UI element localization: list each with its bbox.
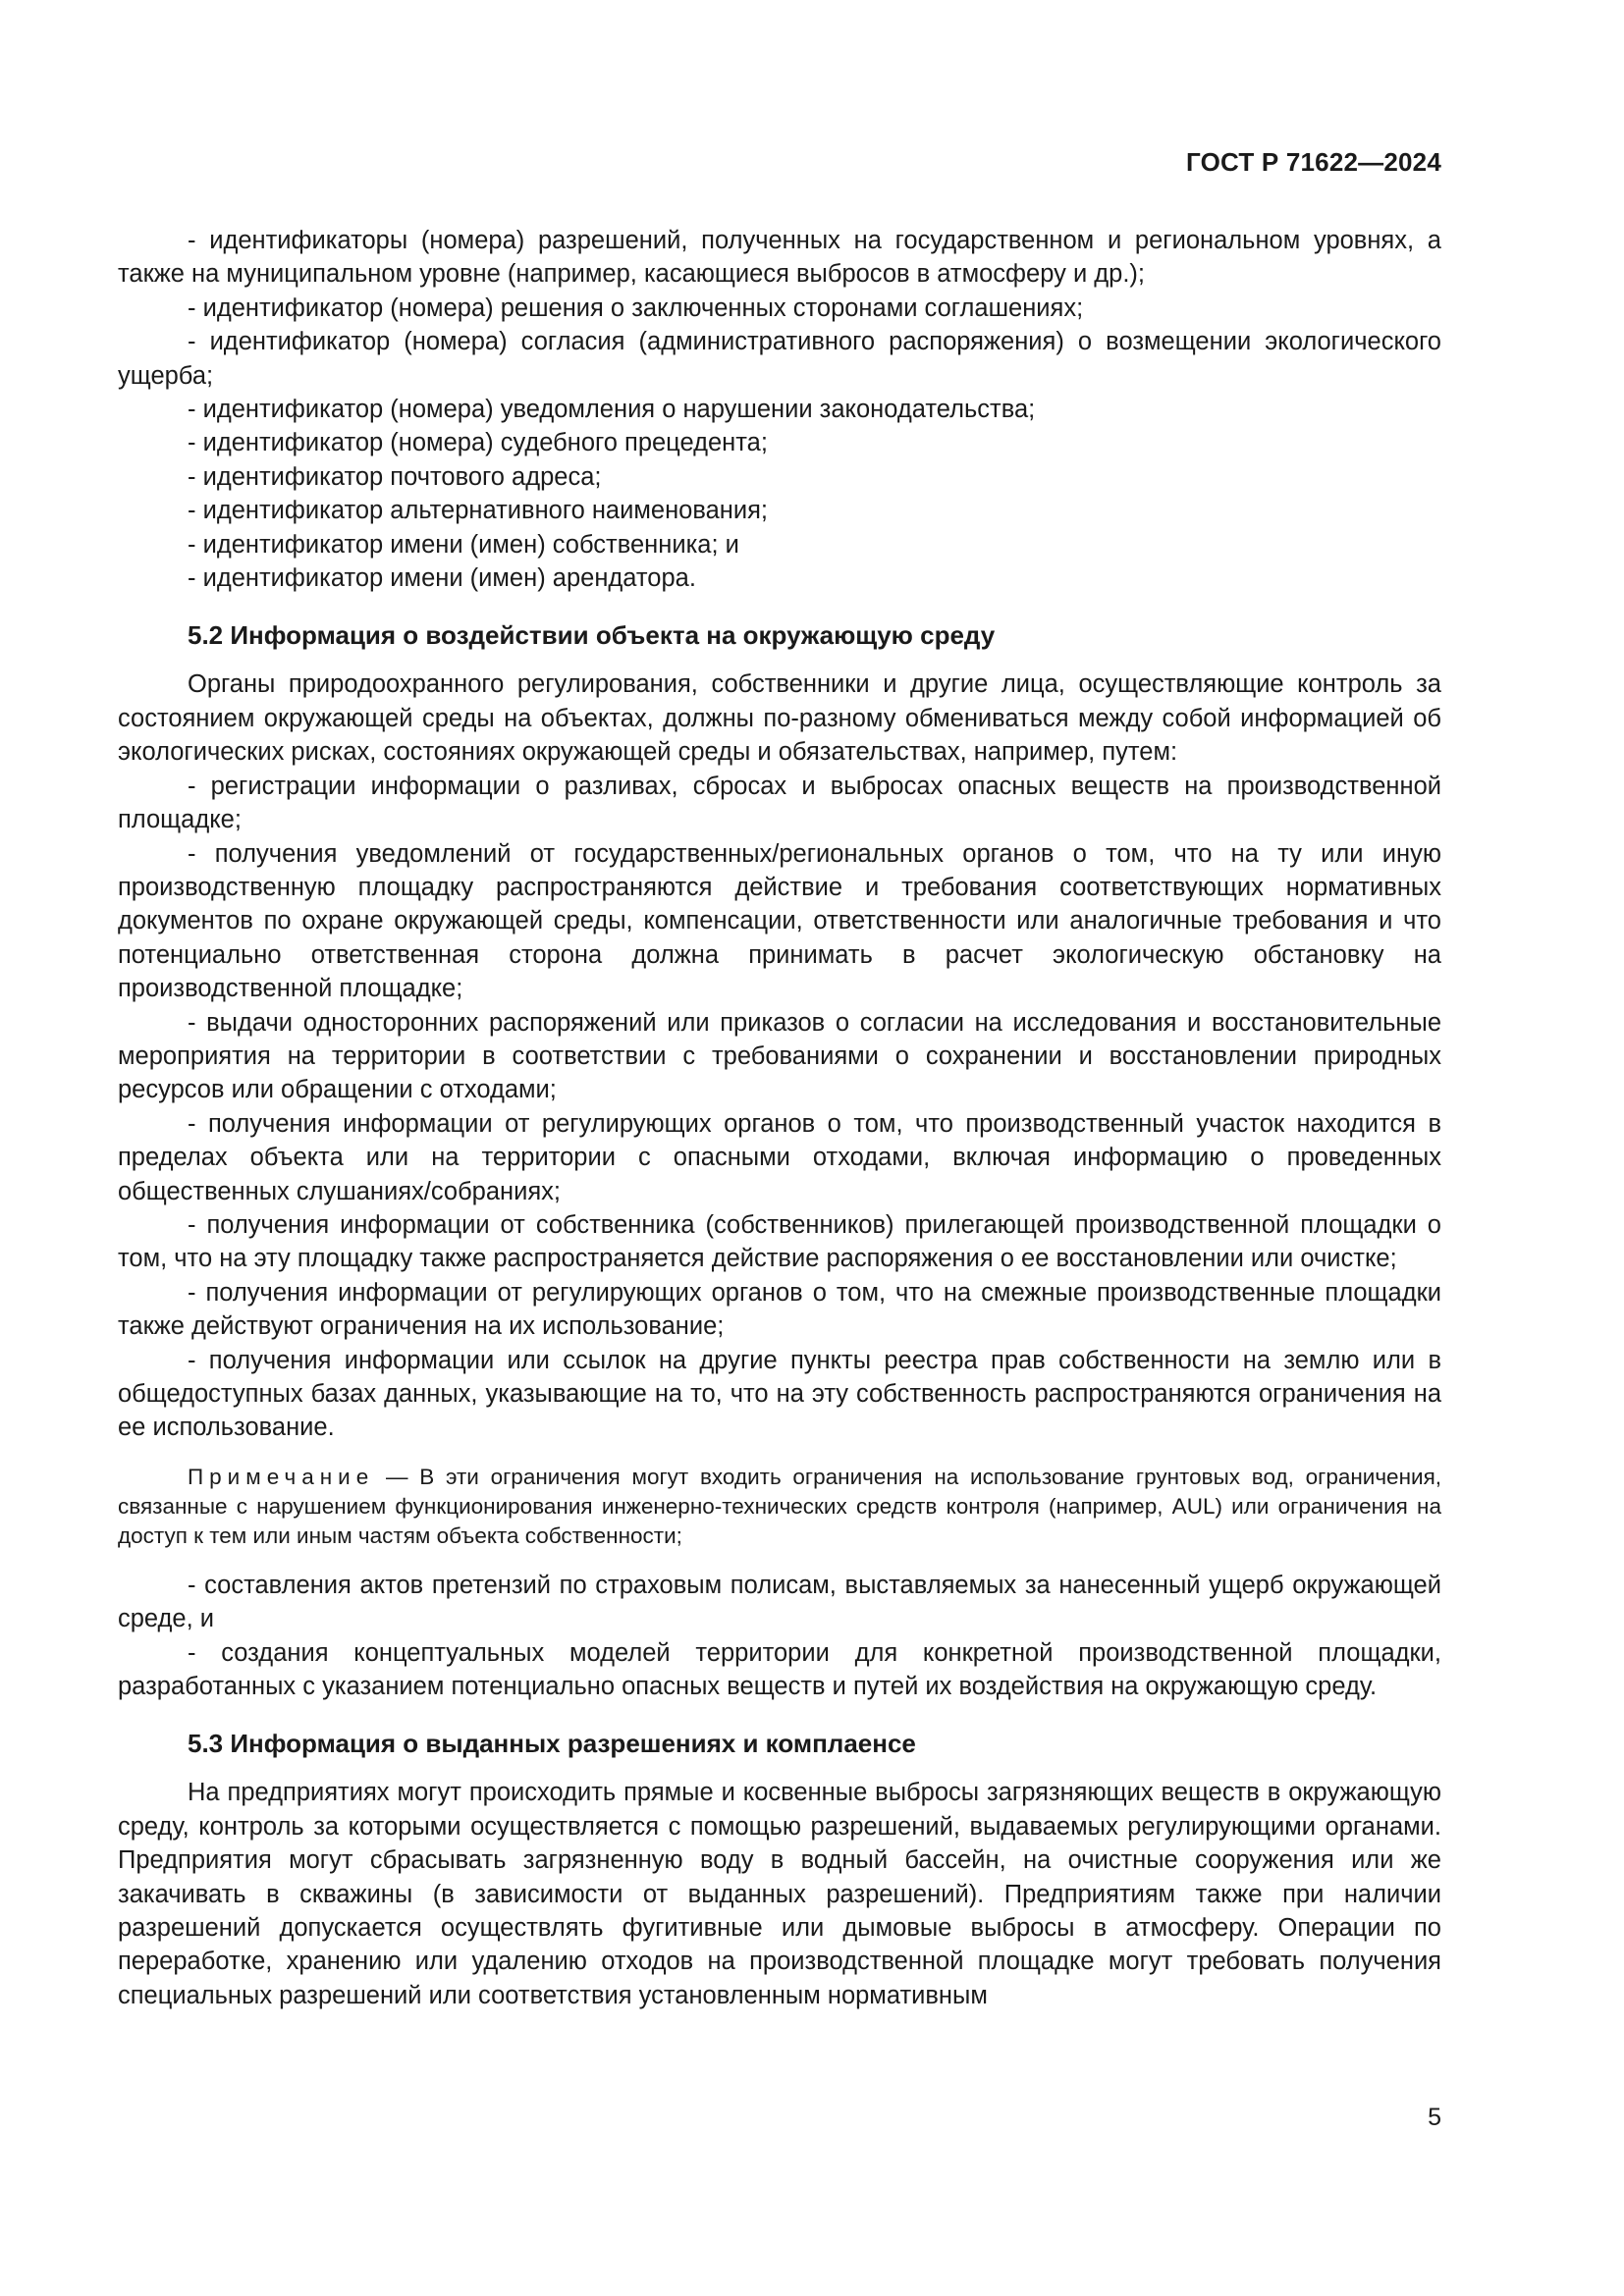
list-item: - идентификатор имени (имен) собственника; и — [188, 530, 739, 559]
list-item: - идентификатор (номера) согласия (административного распоряжения) о возмещении экологического ущерба; — [118, 328, 1441, 390]
list-item: - составления актов претензий по страховым полисам, выставляемых за нанесенный ущерб окружающей среде, и — [118, 1571, 1441, 1633]
list-item: - получения информации от регулирующих органов о том, что производственный участок находится в пределах объекта или на территории с опасными отходами, включая информацию о проведенных общественных слушаниях/собраниях; — [118, 1109, 1441, 1205]
section-intro: Органы природоохранного регулирования, собственники и другие лица, осуществляющие контроль за состоянием окружающей среды на объектах, должны по-разному обмениваться между собой информацией об экологических рисках, состояниях окружающей среды и обязательствах, например, путем: — [118, 670, 1441, 767]
list-item: - выдачи односторонних распоряжений или приказов о согласии на исследования и восстановительные мероприятия на территории в соответствии с требованиями о сохранении и восстановлении природных ресурсов или обращении с отходами; — [118, 1008, 1441, 1104]
document-designation: ГОСТ Р 71622—2024 — [1186, 147, 1441, 177]
list-item: - получения уведомлений от государственных/региональных органов о том, что на ту или иную производственную площадку распространяются действие и требования соответствующих нормативных документов по охране окружающей среды, компенсации, ответственности или аналогичные требования и что потенциально ответственная сторона должна принимать в расчет экологическую обстановку на производственной площадке; — [118, 839, 1441, 1003]
list-item: - получения информации от собственника (собственников) прилегающей производственной площадки о том, что на эту площадку также распространяется действие распоряжения о ее восстановлении или очистке; — [118, 1210, 1441, 1273]
section-heading-5-2: 5.2 Информация о воздействии объекта на окружающую среду — [188, 620, 996, 651]
section-paragraph: На предприятиях могут происходить прямые и косвенные выбросы загрязняющих веществ в окружающую среду, контроль за которыми осуществляется с помощью разрешений, выдаваемых регулирующими органами. Предприятия могут сбрасывать загрязненную воду в водный бассейн, на очистные сооружения или же закачивать в скважины (в зависимости от выданных разрешений). Предприятиям также при наличии разрешений допускается осуществлять фугитивные или дымовые выбросы в атмосферу. Операции по переработке, хранению или удалению отходов на производственной площадке могут требовать получения специальных разрешений или соответствия установленным нормативным — [118, 1779, 1441, 2009]
note — [118, 1463, 1441, 1551]
list-item: - регистрации информации о разливах, сбросах и выбросах опасных веществ на производственной площадке; — [118, 772, 1441, 834]
list-item: - идентификатор альтернативного наименования; — [188, 497, 768, 525]
list-item: - идентификаторы (номера) разрешений, полученных на государственном и региональном уровнях, а также на муниципальном уровне (например, касающиеся выбросов в атмосферу и др.); — [118, 227, 1441, 289]
list-item: - получения информации от регулирующих органов о том, что на смежные производственные площадки также действуют ограничения на их использование; — [118, 1278, 1441, 1341]
list-item: - идентификатор (номера) судебного прецедента; — [188, 429, 768, 457]
list-item: - создания концептуальных моделей территории для конкретной производственной площадки, разработанных с указанием потенциально опасных веществ и путей их воздействия на окружающую среду. — [118, 1638, 1441, 1701]
page-number: 5 — [1428, 2104, 1441, 2131]
note-text: — В эти ограничения могут входить ограничения на использование грунтовых вод, ограничения, связанные с нарушением функционирования инженерно-технических средств контроля (например, AUL) или ограничения на доступ к тем или иным частям объекта собственности; — [118, 1464, 1441, 1548]
list-item: - идентификатор (номера) решения о заключенных сторонами соглашениях; — [188, 294, 1084, 322]
note-label: Примечание — [188, 1464, 375, 1489]
list-item: - идентификатор имени (имен) арендатора. — [188, 564, 696, 593]
list-item: - получения информации или ссылок на другие пункты реестра прав собственности на землю или в общедоступных базах данных, указывающие на то, что на эту собственность распространяются ограничения на ее использование. — [118, 1346, 1441, 1442]
section-heading-5-3: 5.3 Информация о выданных разрешениях и комплаенсе — [188, 1729, 916, 1759]
list-item: - идентификатор почтового адреса; — [188, 462, 602, 491]
list-item: - идентификатор (номера) уведомления о нарушении законодательства; — [188, 396, 1036, 424]
page-content — [118, 224, 1441, 2012]
